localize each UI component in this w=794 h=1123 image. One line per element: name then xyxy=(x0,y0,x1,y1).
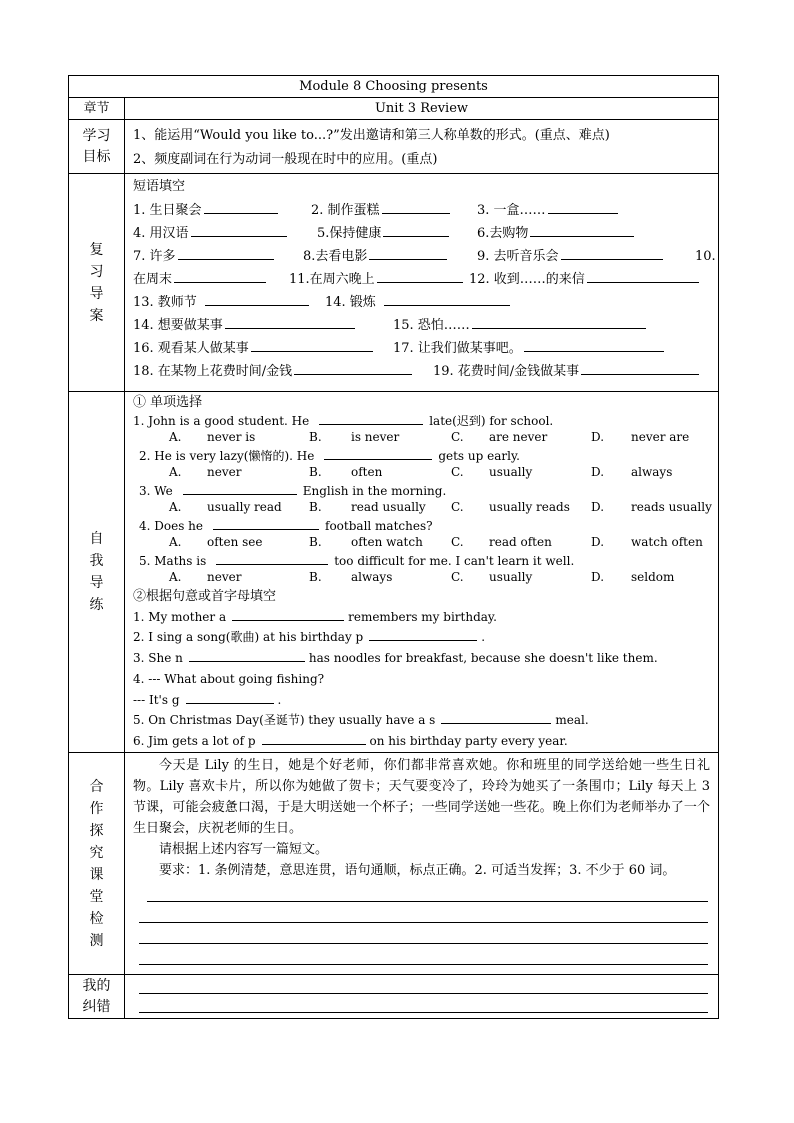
answer-blank[interactable] xyxy=(377,268,463,283)
phrase-prompt: 19. 花费时间/金钱做某事 xyxy=(433,364,580,379)
answer-blank[interactable] xyxy=(581,360,699,375)
chapter-label: 章节 xyxy=(69,98,125,120)
fill-prompt-end: remembers my birthday. xyxy=(348,609,497,624)
answer-blank[interactable] xyxy=(204,199,278,214)
answer-blank[interactable] xyxy=(324,447,432,460)
option-letter: A. xyxy=(169,570,182,584)
section1-title: ① 单项选择 xyxy=(133,395,203,410)
option-letter: A. xyxy=(169,500,182,514)
phrase-prompt: 14. 锻炼 xyxy=(325,295,376,310)
fill-item xyxy=(133,627,718,648)
fill-item xyxy=(133,731,718,752)
answer-blank[interactable] xyxy=(205,291,309,306)
practice-label-text: 自我导练 xyxy=(89,531,104,614)
answer-blank[interactable] xyxy=(232,608,344,621)
question-text-end: gets up early. xyxy=(438,448,520,463)
answer-blank[interactable] xyxy=(251,337,373,352)
review-row xyxy=(125,291,718,314)
worksheet-table xyxy=(68,75,719,1019)
answer-blank[interactable] xyxy=(174,268,266,283)
options-row xyxy=(133,499,718,517)
answer-blank[interactable] xyxy=(384,291,510,306)
option-letter: B. xyxy=(309,500,322,514)
cooperate-label-text: 合作探究课堂检测 xyxy=(89,778,104,949)
option-text[interactable]: usually xyxy=(489,570,533,584)
fill-item xyxy=(133,710,718,731)
answer-blank[interactable] xyxy=(561,245,663,260)
question-text-end: late(迟到) for school. xyxy=(429,413,554,428)
option-letter: B. xyxy=(309,535,322,549)
question-text-end: too difficult for me. I can't learn it well. xyxy=(334,553,575,568)
header-title xyxy=(69,76,719,98)
options-row xyxy=(133,569,718,587)
option-text[interactable]: are never xyxy=(489,430,548,444)
answer-blank[interactable] xyxy=(383,222,449,237)
option-text[interactable]: read often xyxy=(489,535,552,549)
review-row xyxy=(125,337,718,360)
phrase-prompt: 7. 许多 xyxy=(133,249,176,264)
question-text-end: football matches? xyxy=(325,518,433,533)
option-letter: B. xyxy=(309,465,322,479)
option-letter: A. xyxy=(169,465,182,479)
review-row xyxy=(125,199,718,222)
options-row xyxy=(133,429,718,447)
answer-blank[interactable] xyxy=(441,711,551,724)
phrase-prompt: 13. 教师节 xyxy=(133,295,197,310)
answer-blank[interactable] xyxy=(178,245,274,260)
review-subtitle: 短语填空 xyxy=(133,179,186,194)
option-text[interactable]: never xyxy=(207,570,242,584)
fill-item xyxy=(133,690,718,711)
fill-prompt: 6. Jim gets a lot of p xyxy=(133,734,256,749)
fill-prompt-end: . xyxy=(277,692,282,707)
answer-blank[interactable] xyxy=(587,268,699,283)
correction-line[interactable] xyxy=(139,975,708,994)
goals-content xyxy=(125,120,719,174)
fill-item xyxy=(133,607,718,628)
option-letter: D. xyxy=(591,500,605,514)
goals-label xyxy=(69,120,125,174)
question-row xyxy=(133,412,718,430)
option-text[interactable]: often see xyxy=(207,535,263,549)
answer-blank[interactable] xyxy=(530,222,634,237)
task-instruction: 请根据上述内容写一篇短文。 xyxy=(159,842,329,858)
fill-prompt: 2. I sing a song(歌曲) at his birthday p xyxy=(133,630,364,645)
fill-prompt-end: . xyxy=(481,630,486,645)
option-letter: D. xyxy=(591,430,605,444)
question-text: 1. John is a good student. He xyxy=(133,413,310,428)
answer-blank[interactable] xyxy=(225,314,355,329)
options-row xyxy=(133,464,718,482)
option-text[interactable]: read usually xyxy=(351,500,426,514)
review-label-text: 复习导案 xyxy=(89,241,104,324)
option-text[interactable]: always xyxy=(351,570,393,584)
option-letter: B. xyxy=(309,570,322,584)
fill-prompt-end: meal. xyxy=(555,713,589,728)
answer-blank[interactable] xyxy=(191,222,287,237)
option-letter: B. xyxy=(309,430,322,444)
review-row xyxy=(125,314,718,337)
fill-prompt: 5. On Christmas Day(圣诞节) they usually have a s xyxy=(133,713,436,728)
question-row xyxy=(133,517,718,535)
writing-line[interactable] xyxy=(139,944,708,965)
practice-label xyxy=(69,392,125,753)
phrase-prompt: 10. xyxy=(695,249,716,264)
answer-blank[interactable] xyxy=(183,482,297,495)
option-letter: C. xyxy=(451,430,464,444)
option-letter: A. xyxy=(169,430,182,444)
answer-blank[interactable] xyxy=(216,552,328,565)
phrase-prompt: 3. 一盒…… xyxy=(477,203,546,218)
answer-blank[interactable] xyxy=(524,337,664,352)
phrase-prompt: 18. 在某物上花费时间/金钱 xyxy=(133,364,293,379)
question-text-end: English in the morning. xyxy=(302,483,447,498)
option-text[interactable]: reads usually xyxy=(631,500,712,514)
chapter-value: Unit 3 Review xyxy=(125,98,719,120)
option-letter: A. xyxy=(169,535,182,549)
fill-prompt: 4. --- What about going fishing? xyxy=(133,671,325,686)
option-letter: D. xyxy=(591,465,605,479)
option-text[interactable]: is never xyxy=(351,430,400,444)
answer-blank[interactable] xyxy=(213,517,319,530)
phrase-prompt: 在周末 xyxy=(133,272,173,287)
question-row xyxy=(133,552,718,570)
option-text[interactable]: never xyxy=(207,465,242,479)
review-row xyxy=(125,360,718,383)
writing-line[interactable] xyxy=(139,902,708,923)
answer-blank[interactable] xyxy=(369,628,477,641)
review-label xyxy=(69,174,125,392)
corrections-label xyxy=(69,975,125,1019)
review-content xyxy=(125,174,719,392)
phrase-prompt: 2. 制作蛋糕 xyxy=(311,203,380,218)
answer-blank[interactable] xyxy=(189,649,305,662)
option-text[interactable]: never is xyxy=(207,430,256,444)
question-text: 3. We xyxy=(139,483,173,498)
phrase-prompt: 15. 恐怕…… xyxy=(393,318,470,333)
option-letter: C. xyxy=(451,500,464,514)
writing-line[interactable] xyxy=(139,923,708,944)
corrections-content xyxy=(125,975,719,1019)
section2-title: ②根据句意或首字母填空 xyxy=(133,588,277,604)
review-row xyxy=(125,245,718,268)
task-requirements: 要求：1. 条例清楚，意思连贯，语句通顺，标点正确。2. 可适当发挥；3. 不少于 60 词。 xyxy=(159,863,676,879)
question-text: 5. Maths is xyxy=(139,553,207,568)
review-row xyxy=(125,222,718,245)
phrase-prompt: 16. 观看某人做某事 xyxy=(133,341,249,356)
option-text[interactable]: seldom xyxy=(631,570,675,584)
question-text: 4. Does he xyxy=(139,518,204,533)
answer-blank[interactable] xyxy=(319,412,423,425)
question-row xyxy=(133,447,718,465)
answer-blank[interactable] xyxy=(382,199,450,214)
phrase-prompt: 1. 生日聚会 xyxy=(133,203,202,218)
fill-item xyxy=(133,648,718,669)
options-row xyxy=(133,534,718,552)
answer-blank[interactable] xyxy=(548,199,618,214)
option-text[interactable]: always xyxy=(631,465,673,479)
phrase-prompt: 9. 去听音乐会 xyxy=(477,249,559,264)
fill-prompt: 1. My mother a xyxy=(133,609,227,624)
option-text[interactable]: often watch xyxy=(351,535,423,549)
phrase-prompt: 5.保持健康 xyxy=(317,226,382,241)
module-title: Module 8 Choosing presents xyxy=(299,79,488,94)
writing-line[interactable] xyxy=(147,881,708,902)
goals-label-text: 学习目标 xyxy=(82,127,111,165)
option-letter: D. xyxy=(591,570,605,584)
corrections-label-text: 我的纠错 xyxy=(82,977,111,1015)
answer-blank[interactable] xyxy=(186,691,274,704)
goal-item: 2、频度副词在行为动词一般现在时中的应用。(重点) xyxy=(133,152,438,167)
review-row xyxy=(125,268,718,291)
phrase-prompt: 12. 收到……的来信 xyxy=(469,272,585,287)
answer-blank[interactable] xyxy=(369,245,447,260)
option-letter: C. xyxy=(451,535,464,549)
goal-item: 1、能运用“Would you like to...?”发出邀请和第三人称单数的形式。(重点、难点) xyxy=(133,128,610,143)
phrase-prompt: 14. 想要做某事 xyxy=(133,318,223,333)
cooperate-content xyxy=(125,753,719,975)
phrase-prompt: 11.在周六晚上 xyxy=(289,272,375,287)
task-paragraph: 今天是 Lily 的生日，她是个好老师，你们都非常喜欢她。你和班里的同学送给她一些生日礼物。Lily 喜欢卡片，所以你为她做了贺卡；天气要变冷了，玲玲为她买了一条围巾；Lily 每天上 3 节课，可能会疲惫口渴，于是大明送她一个杯子；一些同学送她一些花。晚上你们为老师举办了一个生日聚会，庆祝老师的生日。 xyxy=(133,758,710,837)
option-letter: C. xyxy=(451,570,464,584)
option-text[interactable]: never are xyxy=(631,430,690,444)
answer-blank[interactable] xyxy=(472,314,646,329)
option-text[interactable]: usually read xyxy=(207,500,282,514)
option-letter: D. xyxy=(591,535,605,549)
cooperate-label xyxy=(69,753,125,975)
question-row xyxy=(133,482,718,500)
phrase-prompt: 4. 用汉语 xyxy=(133,226,189,241)
answer-blank[interactable] xyxy=(294,360,412,375)
fill-prompt-end: has noodles for breakfast, because she doesn't like them. xyxy=(308,651,658,666)
practice-content xyxy=(125,392,719,753)
phrase-prompt: 17. 让我们做某事吧。 xyxy=(393,341,522,356)
fill-prompt-end: on his birthday party every year. xyxy=(369,734,568,749)
phrase-prompt: 6.去购物 xyxy=(477,226,529,241)
question-text: 2. He is very lazy(懒惰的). He xyxy=(139,448,315,463)
option-letter: C. xyxy=(451,465,464,479)
correction-line[interactable] xyxy=(139,994,708,1013)
fill-prompt: 3. She n xyxy=(133,651,183,666)
fill-prompt: --- It's g xyxy=(133,692,180,707)
option-text[interactable]: usually xyxy=(489,465,533,479)
phrase-prompt: 8.去看电影 xyxy=(303,249,368,264)
answer-blank[interactable] xyxy=(262,732,366,745)
fill-item xyxy=(133,669,718,690)
option-text[interactable]: watch often xyxy=(631,535,703,549)
option-text[interactable]: often xyxy=(351,465,383,479)
option-text[interactable]: usually reads xyxy=(489,500,570,514)
